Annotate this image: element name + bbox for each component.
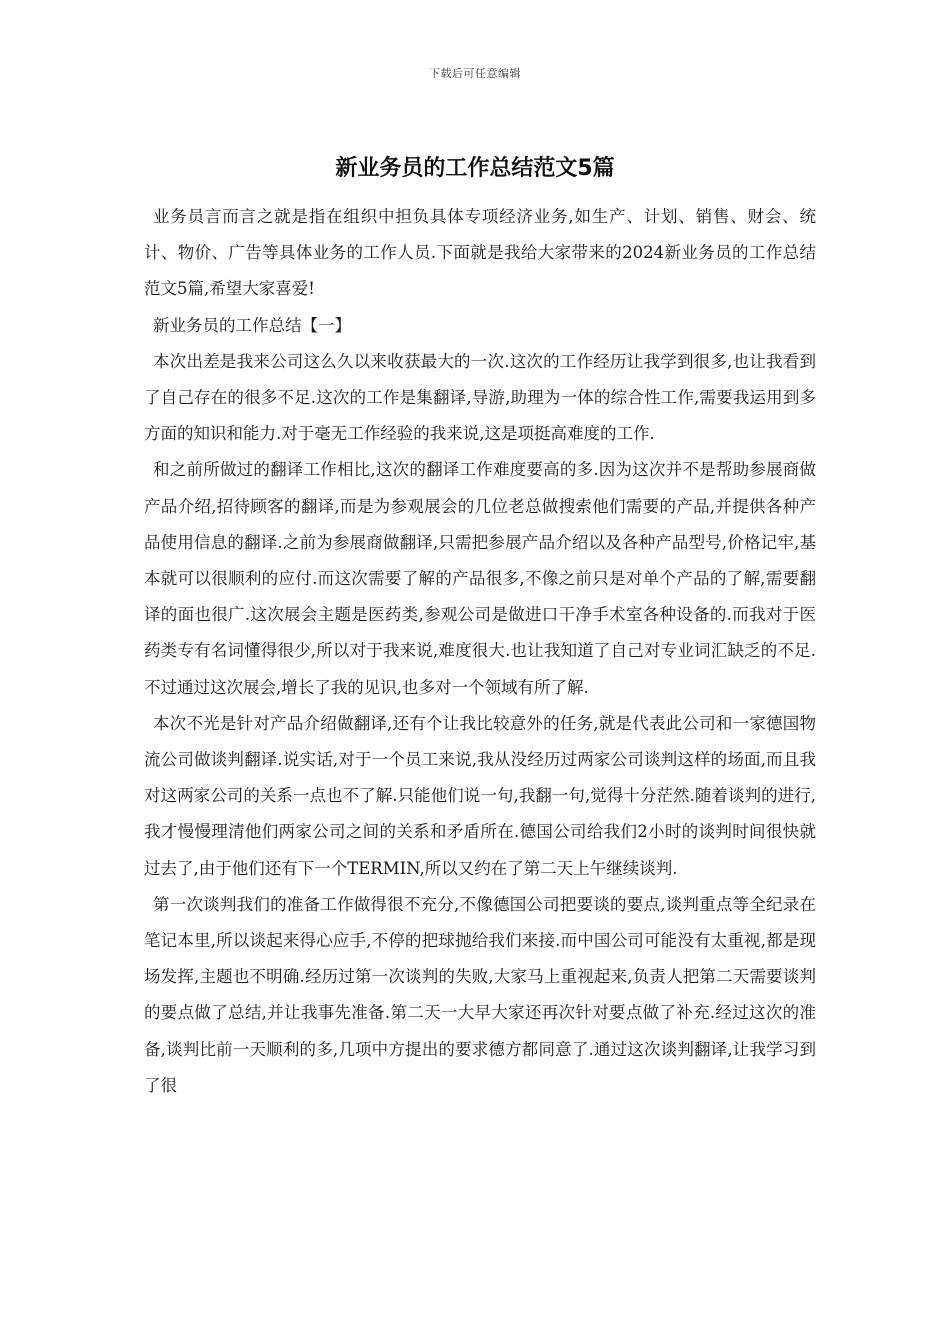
section-heading: 新业务员的工作总结【一】 (153, 315, 351, 335)
body-paragraph: 本次出差是我来公司这么久以来收获最大的一次.这次的工作经历让我学到很多,也让我看到了自己存在的很多不足.这次的工作是集翻译,导游,助理为一体的综合性工作,需要我运用到多方面的知识和能力.对于毫无工作经验的我来说,这是项挺高难度的工作. (144, 351, 816, 444)
document-title: 新业务员的工作总结范文5篇 (335, 156, 615, 181)
body-paragraph: 第一次谈判我们的准备工作做得很不充分,不像德国公司把要谈的要点,谈判重点等全纪录在笔记本里,所以谈起来得心应手,不停的把球抛给我们来接.而中国公司可能没有太重视,都是现场发挥,主题也不明确.经历过第一次谈判的失败,大家马上重视起来,负责人把第二天需要谈判的要点做了总结,并让我事先准备.第二天一大早大家还再次针对要点做了补充.经过这次的准备,谈判比前一天顺利的多,几项中方提出的要求德方都同意了.通过这次谈判翻译,让我学习到了很 (144, 894, 816, 1095)
body-paragraph: 本次不光是针对产品介绍做翻译,还有个让我比较意外的任务,就是代表此公司和一家德国物流公司做谈判翻译.说实话,对于一个员工来说,我从没经历过两家公司谈判这样的场面,而且我对这两家公司的关系一点也不了解.只能他们说一句,我翻一句,觉得十分茫然.随着谈判的进行,我才慢慢理清他们两家公司之间的关系和矛盾所在.德国公司给我们2小时的谈判时间很快就过去了,由于他们还有下一个TERMIN,所以又约在了第二天上午继续谈判. (144, 713, 816, 878)
document-body (144, 199, 816, 1104)
header-note: 下载后可任意编辑 (429, 67, 521, 80)
intro-paragraph: 业务员言而言之就是指在组织中担负具体专项经济业务,如生产、计划、销售、财会、统计、物价、广告等具体业务的工作人员.下面就是我给大家带来的2024新业务员的工作总结范文5篇,希望大家喜爱! (144, 207, 816, 299)
body-paragraph: 和之前所做过的翻译工作相比,这次的翻译工作难度要高的多.因为这次并不是帮助参展商做产品介绍,招待顾客的翻译,而是为参观展会的几位老总做搜索他们需要的产品,并提供各种产品使用信息的翻译.之前为参展商做翻译,只需把参展产品介绍以及各种产品型号,价格记牢,基本就可以很顺利的应付.而这次需要了解的产品很多,不像之前只是对单个产品的了解,需要翻译的面也很广.这次展会主题是医药类,参观公司是做进口干净手术室各种设备的.而我对于医药类专有名词懂得很少,所以对于我来说,难度很大.也让我知道了自己对专业词汇缺乏的不足.不过通过这次展会,增长了我的见识,也多对一个领域有所了解. (144, 460, 816, 697)
